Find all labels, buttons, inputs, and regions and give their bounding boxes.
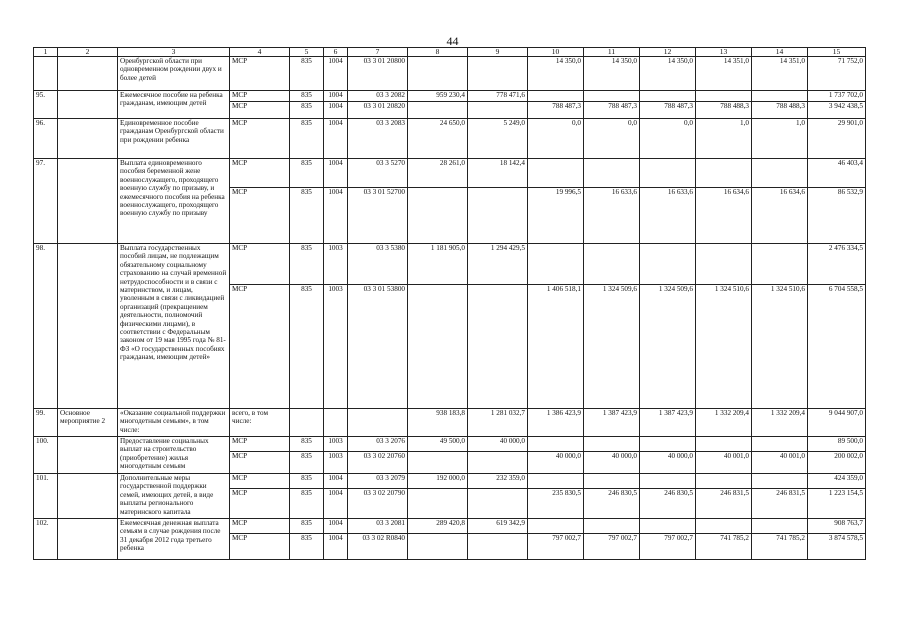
description-cell: Выплата государственных пособий лицам, не подлежащим обязательному социальному страхованию на случай временной нетрудоспособности и в связи с материнством, и лицам, уволенным в связи с ликвидацией организаций (прекращением деятельности, полномочий физическими лицами), в соответствии с Федеральным законом от 19 мая 1995 года № 81-ФЗ «О государственных пособиях гражданам, имеющим детей» [118,244,230,409]
year-value-cell [640,519,696,534]
column-number: 14 [752,48,808,57]
row-number-cell [34,57,58,91]
year-value-cell: 788 488,3 [696,102,752,119]
year-value-cell [584,91,640,102]
column-number: 5 [290,48,324,57]
column-number: 1 [34,48,58,57]
year-value-cell: 28 261,0 [408,159,468,188]
rzpr-cell: 1004 [324,57,348,91]
year-value-cell: 40 001,0 [696,452,752,474]
row-number-cell: 97. [34,159,58,244]
grbs-cell [290,409,324,437]
year-value-cell: 741 785,2 [696,534,752,560]
row-number-cell: 99. [34,409,58,437]
total-cell: 71 752,0 [808,57,866,91]
year-value-cell [640,159,696,188]
year-value-cell: 741 785,2 [752,534,808,560]
year-value-cell: 232 359,0 [468,474,528,489]
year-value-cell: 40 001,0 [752,452,808,474]
rzpr-cell: 1004 [324,534,348,560]
year-value-cell [752,91,808,102]
year-value-cell [528,244,584,285]
event-cell [58,437,118,474]
grbs-cell: 835 [290,91,324,102]
column-number: 8 [408,48,468,57]
event-cell [58,519,118,560]
year-value-cell [696,437,752,452]
year-value-cell [528,519,584,534]
year-value-cell [408,452,468,474]
rzpr-cell: 1003 [324,437,348,452]
description-cell: Ежемесячное пособие на ребенка гражданам, имеющим детей [118,91,230,119]
year-value-cell [640,244,696,285]
total-cell: 6 704 558,5 [808,285,866,409]
year-value-cell [468,188,528,244]
total-cell: 3 874 578,5 [808,534,866,560]
year-value-cell: 797 002,7 [640,534,696,560]
year-value-cell: 40 000,0 [468,437,528,452]
table-row [34,437,866,452]
column-number-row [34,48,866,57]
grbs-cell: 835 [290,102,324,119]
year-value-cell [696,519,752,534]
csr-cell: 03 3 5270 [348,159,408,188]
year-value-cell [696,159,752,188]
total-cell: 89 500,0 [808,437,866,452]
year-value-cell: 797 002,7 [528,534,584,560]
year-value-cell: 246 830,5 [584,489,640,519]
year-value-cell: 1 332 209,4 [752,409,808,437]
executor-cell: МСР [230,159,290,188]
year-value-cell: 959 230,4 [408,91,468,102]
row-number-cell: 98. [34,244,58,409]
year-value-cell: 1 386 423,9 [528,409,584,437]
year-value-cell [408,57,468,91]
executor-cell: всего, в том числе: [230,409,290,437]
year-value-cell: 14 351,0 [752,57,808,91]
year-value-cell: 1 294 429,5 [468,244,528,285]
year-value-cell [696,474,752,489]
year-value-cell: 1,0 [752,119,808,159]
year-value-cell [752,244,808,285]
executor-cell: МСР [230,244,290,285]
total-cell: 3 942 438,5 [808,102,866,119]
row-number-cell: 96. [34,119,58,159]
year-value-cell: 19 996,5 [528,188,584,244]
table-body [34,48,866,560]
executor-cell: МСР [230,57,290,91]
executor-cell: МСР [230,489,290,519]
year-value-cell [640,437,696,452]
year-value-cell [640,474,696,489]
year-value-cell [468,57,528,91]
csr-cell: 03 3 02 R0840 [348,534,408,560]
year-value-cell: 235 830,5 [528,489,584,519]
year-value-cell [752,474,808,489]
csr-cell: 03 3 2082 [348,91,408,102]
grbs-cell: 835 [290,285,324,409]
year-value-cell: 246 830,5 [640,489,696,519]
description-cell: «Оказание социальной поддержки многодетным семьям», в том числе: [118,409,230,437]
column-number: 3 [118,48,230,57]
column-number: 12 [640,48,696,57]
event-cell [58,474,118,519]
year-value-cell: 40 000,0 [584,452,640,474]
executor-cell: МСР [230,285,290,409]
year-value-cell: 18 142,4 [468,159,528,188]
year-value-cell: 1,0 [696,119,752,159]
column-number: 2 [58,48,118,57]
executor-cell: МСР [230,474,290,489]
row-number-cell: 95. [34,91,58,119]
total-cell: 1 223 154,5 [808,489,866,519]
year-value-cell: 0,0 [584,119,640,159]
year-value-cell [528,159,584,188]
table-row [34,244,866,285]
rzpr-cell: 1004 [324,102,348,119]
year-value-cell [468,102,528,119]
rzpr-cell: 1003 [324,452,348,474]
year-value-cell: 49 500,0 [408,437,468,452]
year-value-cell: 1 324 509,6 [640,285,696,409]
year-value-cell [584,159,640,188]
year-value-cell [408,489,468,519]
csr-cell: 03 3 02 20760 [348,452,408,474]
grbs-cell: 835 [290,244,324,285]
table-row [34,159,866,188]
table-row [34,91,866,102]
table-row [34,57,866,91]
csr-cell: 03 3 2076 [348,437,408,452]
executor-cell: МСР [230,119,290,159]
year-value-cell [584,474,640,489]
total-cell: 200 002,0 [808,452,866,474]
year-value-cell: 788 487,3 [640,102,696,119]
column-number: 6 [324,48,348,57]
total-cell: 424 359,0 [808,474,866,489]
table-row [34,409,866,437]
year-value-cell: 14 350,0 [640,57,696,91]
csr-cell: 03 3 2079 [348,474,408,489]
description-cell: Предоставление социальных выплат на строительство (приобретение) жилья многодетным семьям [118,437,230,474]
executor-cell: МСР [230,534,290,560]
rzpr-cell: 1004 [324,489,348,519]
year-value-cell: 24 650,0 [408,119,468,159]
page-number: 44 [446,34,459,48]
year-value-cell [408,534,468,560]
year-value-cell [696,244,752,285]
event-cell [58,159,118,244]
event-cell [58,57,118,91]
year-value-cell: 1 406 518,1 [528,285,584,409]
rzpr-cell: 1004 [324,91,348,102]
csr-cell [348,409,408,437]
grbs-cell: 835 [290,57,324,91]
year-value-cell [408,188,468,244]
grbs-cell: 835 [290,474,324,489]
year-value-cell [468,489,528,519]
csr-cell: 03 3 01 20800 [348,57,408,91]
year-value-cell [752,519,808,534]
year-value-cell: 797 002,7 [584,534,640,560]
year-value-cell: 192 000,0 [408,474,468,489]
column-number: 11 [584,48,640,57]
year-value-cell: 16 634,6 [752,188,808,244]
year-value-cell: 619 342,9 [468,519,528,534]
rzpr-cell: 1003 [324,285,348,409]
column-number: 4 [230,48,290,57]
rzpr-cell: 1004 [324,188,348,244]
executor-cell: МСР [230,188,290,244]
description-cell: Ежемесячная денежная выплата семьям в случае рождения после 31 декабря 2012 года третьего ребенка [118,519,230,560]
year-value-cell: 788 487,3 [584,102,640,119]
rzpr-cell [324,409,348,437]
year-value-cell [696,91,752,102]
year-value-cell: 14 351,0 [696,57,752,91]
table-row [34,519,866,534]
year-value-cell: 246 831,5 [752,489,808,519]
year-value-cell [640,91,696,102]
csr-cell: 03 3 01 52700 [348,188,408,244]
grbs-cell: 835 [290,489,324,519]
year-value-cell [468,534,528,560]
executor-cell: МСР [230,519,290,534]
year-value-cell [752,437,808,452]
year-value-cell: 788 487,3 [528,102,584,119]
year-value-cell: 246 831,5 [696,489,752,519]
rzpr-cell: 1004 [324,519,348,534]
table-row [34,474,866,489]
year-value-cell: 0,0 [528,119,584,159]
year-value-cell: 289 420,8 [408,519,468,534]
column-number: 13 [696,48,752,57]
event-cell [58,244,118,409]
year-value-cell [584,437,640,452]
executor-cell: МСР [230,437,290,452]
year-value-cell: 40 000,0 [528,452,584,474]
table-row [34,119,866,159]
description-cell: Выплата единовременного пособия беременной жене военнослужащего, проходящего военную службу по призыву, и ежемесячного пособия на ребенка военнослужащего, проходящего военную службу по призыву [118,159,230,244]
year-value-cell: 1 281 032,7 [468,409,528,437]
total-cell: 2 476 334,5 [808,244,866,285]
year-value-cell [752,159,808,188]
description-cell: Дополнительные меры государственной поддержки семей, имеющих детей, в виде выплаты регионального материнского капитала [118,474,230,519]
total-cell: 1 737 702,0 [808,91,866,102]
csr-cell: 03 3 02 20790 [348,489,408,519]
csr-cell: 03 3 01 20820 [348,102,408,119]
column-number: 10 [528,48,584,57]
year-value-cell: 16 634,6 [696,188,752,244]
grbs-cell: 835 [290,159,324,188]
rzpr-cell: 1004 [324,474,348,489]
year-value-cell [408,102,468,119]
year-value-cell: 16 633,6 [584,188,640,244]
year-value-cell: 5 249,0 [468,119,528,159]
total-cell: 86 532,9 [808,188,866,244]
year-value-cell: 40 000,0 [640,452,696,474]
event-cell [58,91,118,119]
executor-cell: МСР [230,91,290,102]
year-value-cell: 14 350,0 [584,57,640,91]
grbs-cell: 835 [290,188,324,244]
total-cell: 908 763,7 [808,519,866,534]
year-value-cell [584,244,640,285]
event-cell [58,119,118,159]
year-value-cell [584,519,640,534]
column-number: 9 [468,48,528,57]
executor-cell: МСР [230,102,290,119]
year-value-cell [408,285,468,409]
csr-cell: 03 3 2081 [348,519,408,534]
rzpr-cell: 1004 [324,119,348,159]
year-value-cell [528,91,584,102]
total-cell: 29 901,0 [808,119,866,159]
year-value-cell [528,437,584,452]
grbs-cell: 835 [290,534,324,560]
year-value-cell: 1 387 423,9 [584,409,640,437]
row-number-cell: 100. [34,437,58,474]
grbs-cell: 835 [290,437,324,452]
row-number-cell: 102. [34,519,58,560]
year-value-cell [528,474,584,489]
rzpr-cell: 1004 [324,159,348,188]
grbs-cell: 835 [290,519,324,534]
year-value-cell: 938 183,8 [408,409,468,437]
csr-cell: 03 3 2083 [348,119,408,159]
grbs-cell: 835 [290,119,324,159]
column-number: 15 [808,48,866,57]
year-value-cell: 0,0 [640,119,696,159]
description-cell: Оренбургской области при одновременном рождении двух и более детей [118,57,230,91]
year-value-cell: 1 332 209,4 [696,409,752,437]
csr-cell: 03 3 5380 [348,244,408,285]
budget-table [33,47,866,560]
total-cell: 46 403,4 [808,159,866,188]
year-value-cell: 16 633,6 [640,188,696,244]
year-value-cell: 778 471,6 [468,91,528,102]
year-value-cell: 1 324 509,6 [584,285,640,409]
event-cell: Основное мероприятие 2 [58,409,118,437]
executor-cell: МСР [230,452,290,474]
description-cell: Единовременное пособие гражданам Оренбургской области при рождении ребенка [118,119,230,159]
year-value-cell: 14 350,0 [528,57,584,91]
year-value-cell [468,285,528,409]
column-number: 7 [348,48,408,57]
year-value-cell: 1 181 905,0 [408,244,468,285]
year-value-cell: 788 488,3 [752,102,808,119]
total-cell: 9 044 907,0 [808,409,866,437]
grbs-cell: 835 [290,452,324,474]
year-value-cell [468,452,528,474]
year-value-cell: 1 324 510,6 [696,285,752,409]
csr-cell: 03 3 01 53800 [348,285,408,409]
rzpr-cell: 1003 [324,244,348,285]
year-value-cell: 1 387 423,9 [640,409,696,437]
year-value-cell: 1 324 510,6 [752,285,808,409]
row-number-cell: 101. [34,474,58,519]
